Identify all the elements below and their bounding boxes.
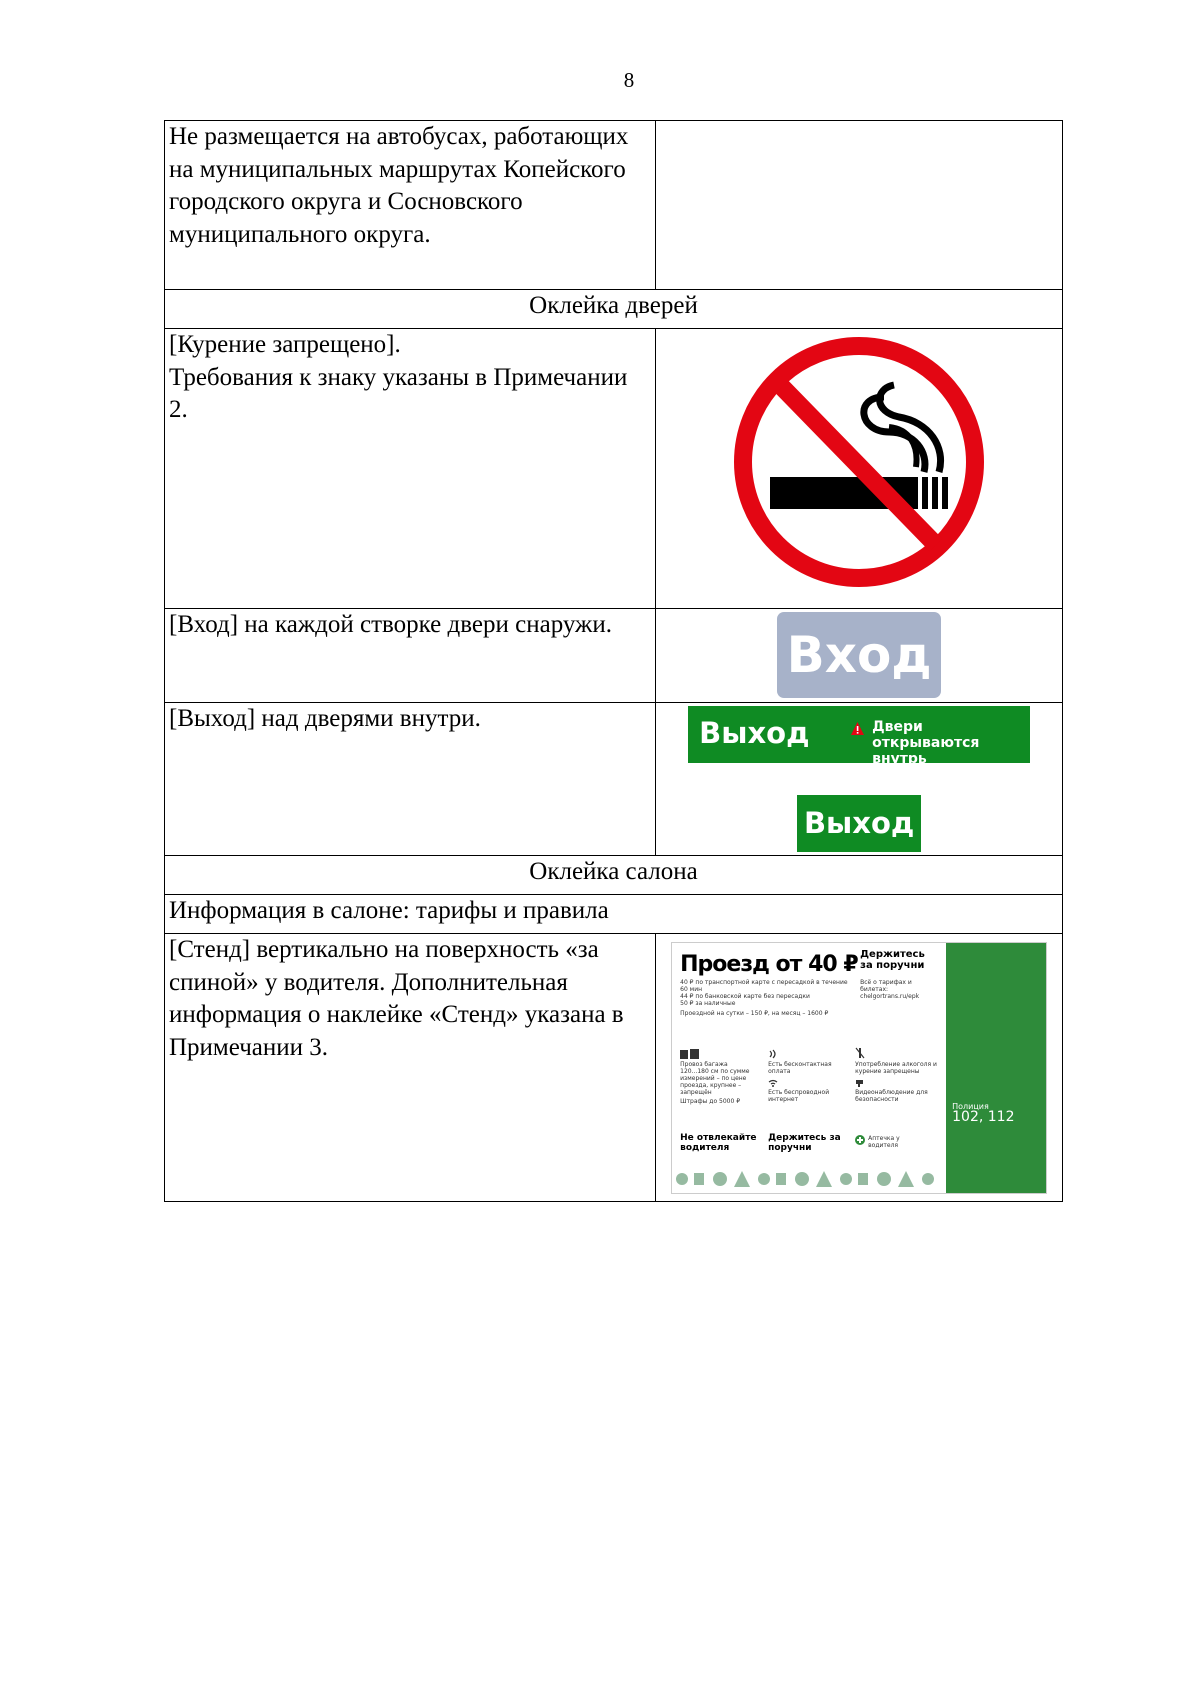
camera-icon: [855, 1077, 865, 1087]
no-smoking-sign-icon: [734, 337, 984, 587]
table-row: [165, 895, 1063, 934]
fare-50: 50 ₽ за наличные: [680, 1000, 736, 1007]
fare-44: 44 ₽ по банковской карте без пересадки: [680, 993, 810, 1000]
exit-sign-large: [688, 706, 1030, 767]
police-numbers: 102, 112: [952, 1109, 1015, 1125]
no-smoking-note: Требования к знаку указаны в Примечании 2.: [169, 363, 628, 423]
row-text-stand: [Стенд] вертикально на поверхность «за спиной» у водителя. Дополнительная информация о наклейке «Стенд» указана в Примечании 3.: [165, 934, 656, 1202]
contactless-info: Есть бесконтактная оплата: [768, 1061, 832, 1075]
stand-contacts-panel: [946, 943, 1046, 1193]
row-text-municipal: Не размещается на автобусах, работающих на муниципальных маршрутах Копейского городского округа и Сосновского муниципального округа.: [165, 121, 656, 290]
table-row: [165, 609, 1063, 703]
row-text-exit: [Выход] над дверями внутри.: [165, 703, 656, 856]
decorative-pattern-icon: [672, 1167, 946, 1193]
dont-distract: Не отвлекайте водителя: [680, 1133, 757, 1153]
contactless-icon: [768, 1049, 778, 1059]
first-aid: Аптечка у водителя: [868, 1135, 900, 1149]
section-title-cabin: Оклейка салона: [165, 856, 1063, 895]
fare-40: 40 ₽ по транспортной карте с пересадкой в течение 60 мин: [680, 979, 848, 993]
exit-sign-label: Выход: [699, 716, 810, 750]
page-number: 8: [623, 68, 635, 92]
hold-handrails: Держитесь за поручни: [768, 1133, 841, 1153]
section-row: [165, 856, 1063, 895]
section-info-cabin: Информация в салоне: тарифы и правила: [165, 895, 1063, 934]
table-row: [165, 934, 1063, 1202]
exit-sign-note: Двери открываются внутрь: [872, 719, 980, 767]
exit-sign-small: Выход: [797, 795, 921, 852]
wifi-info: Есть беспроводной интернет: [768, 1089, 830, 1103]
police-label: Полиция: [952, 1102, 989, 1111]
travel-pass: Проездной на сутки – 150 ₽, на месяц – 1600 ₽: [680, 1010, 829, 1017]
table-row: [165, 329, 1063, 609]
fine-rule: Штрафы до 5000 ₽: [680, 1098, 741, 1105]
warning-icon: [850, 721, 865, 736]
first-aid-icon: [855, 1135, 865, 1145]
stand-hold: Держитесь за поручни: [860, 949, 925, 971]
no-smoking-title: [Курение запрещено].: [169, 331, 401, 358]
stand-title: Проезд от 40 ₽: [680, 952, 858, 977]
row-text-no-smoking: [165, 329, 656, 609]
info-stand-poster: [671, 942, 1047, 1194]
entry-sign: Вход: [777, 612, 941, 698]
no-alcohol-icon: [855, 1047, 865, 1059]
requirements-table: [164, 120, 1063, 1202]
alcohol-rule: Употребление алкоголя и курение запрещены: [855, 1061, 937, 1075]
no-smoking-cell: [656, 329, 1063, 609]
tariffs-link: Всё о тарифах и билетах: chelgortrans.ru/epk: [860, 979, 920, 1000]
row-text-entry: [Вход] на каждой створке двери снаружи.: [165, 609, 656, 703]
stand-cell: [656, 934, 1063, 1202]
section-row: [165, 290, 1063, 329]
empty-cell: [656, 121, 1063, 290]
baggage-rule: Провоз багажа 120...180 см по сумме измерений – по цене проезда, крупнее – запрещён: [680, 1061, 750, 1096]
wifi-icon: [768, 1079, 778, 1087]
table-row: [165, 703, 1063, 856]
entry-sign-cell: [656, 609, 1063, 703]
video-info: Видеонаблюдение для безопасности: [855, 1089, 928, 1103]
table-row: [165, 121, 1063, 290]
luggage-icon: [680, 1049, 700, 1059]
section-title-doors: Оклейка дверей: [165, 290, 1063, 329]
exit-signs-cell: [656, 703, 1063, 856]
